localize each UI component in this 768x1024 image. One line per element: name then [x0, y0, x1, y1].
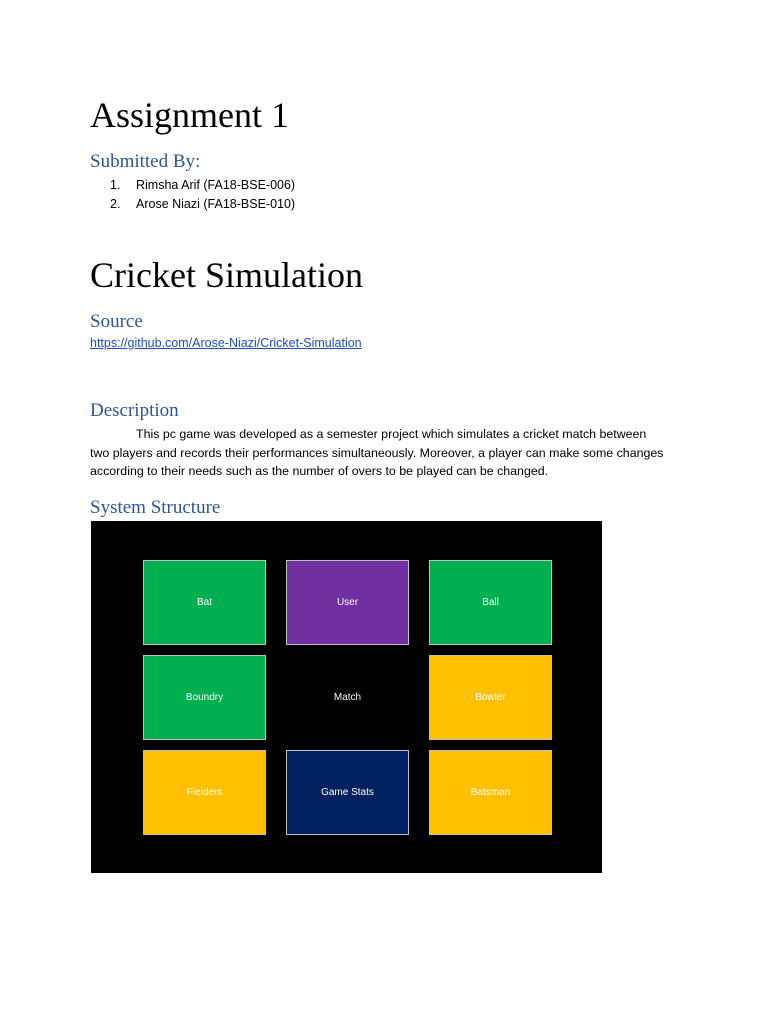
description-line: according to their needs such as the number of overs to be played can be changed.: [90, 464, 549, 479]
box-label: Batsman: [470, 787, 511, 798]
bowler-box: [429, 655, 552, 740]
box-label: Fielders: [186, 787, 223, 798]
source-heading: Source: [90, 311, 143, 332]
list-item: [110, 176, 295, 195]
system-structure-heading: System Structure: [90, 497, 221, 518]
game-stats-box: [286, 750, 409, 835]
user-box: [286, 560, 409, 645]
box-label: Ball: [482, 597, 499, 608]
box-label: Bowler: [475, 692, 506, 703]
members-list: [110, 176, 295, 213]
description-line: This pc game was developed as a semester project which simulates a cricket match between: [136, 427, 647, 441]
list-number: 2.: [110, 196, 121, 211]
source-link[interactable]: https://github.com/Arose-Niazi/Cricket-Simulation: [90, 336, 362, 350]
system-structure-diagram: [91, 521, 602, 873]
bat-box: [143, 560, 266, 645]
list-number: 1.: [110, 178, 121, 192]
batsman-box: [429, 750, 552, 835]
boundry-box: [143, 655, 266, 740]
box-label: Boundry: [185, 692, 224, 703]
member-name: Arose Niazi (FA18-BSE-010): [136, 196, 296, 211]
ball-box: [429, 560, 552, 645]
project-title: Cricket Simulation: [90, 255, 363, 295]
box-label: Match: [333, 692, 362, 703]
box-label: Game Stats: [321, 787, 374, 798]
member-name: Rimsha Arif (FA18-BSE-006): [136, 178, 296, 192]
list-item: [110, 195, 295, 214]
description-paragraph: [90, 425, 690, 481]
submitted-by-heading: Submitted By:: [90, 151, 201, 172]
assignment-title: Assignment 1: [90, 95, 290, 135]
description-line: two players and records their performances simultaneously. Moreover, a player can make some changes: [90, 445, 664, 460]
match-box: [286, 655, 409, 740]
box-label: Bat: [196, 597, 212, 608]
description-heading: Description: [90, 400, 179, 421]
fielders-box: [143, 750, 266, 835]
box-label: User: [336, 597, 359, 608]
